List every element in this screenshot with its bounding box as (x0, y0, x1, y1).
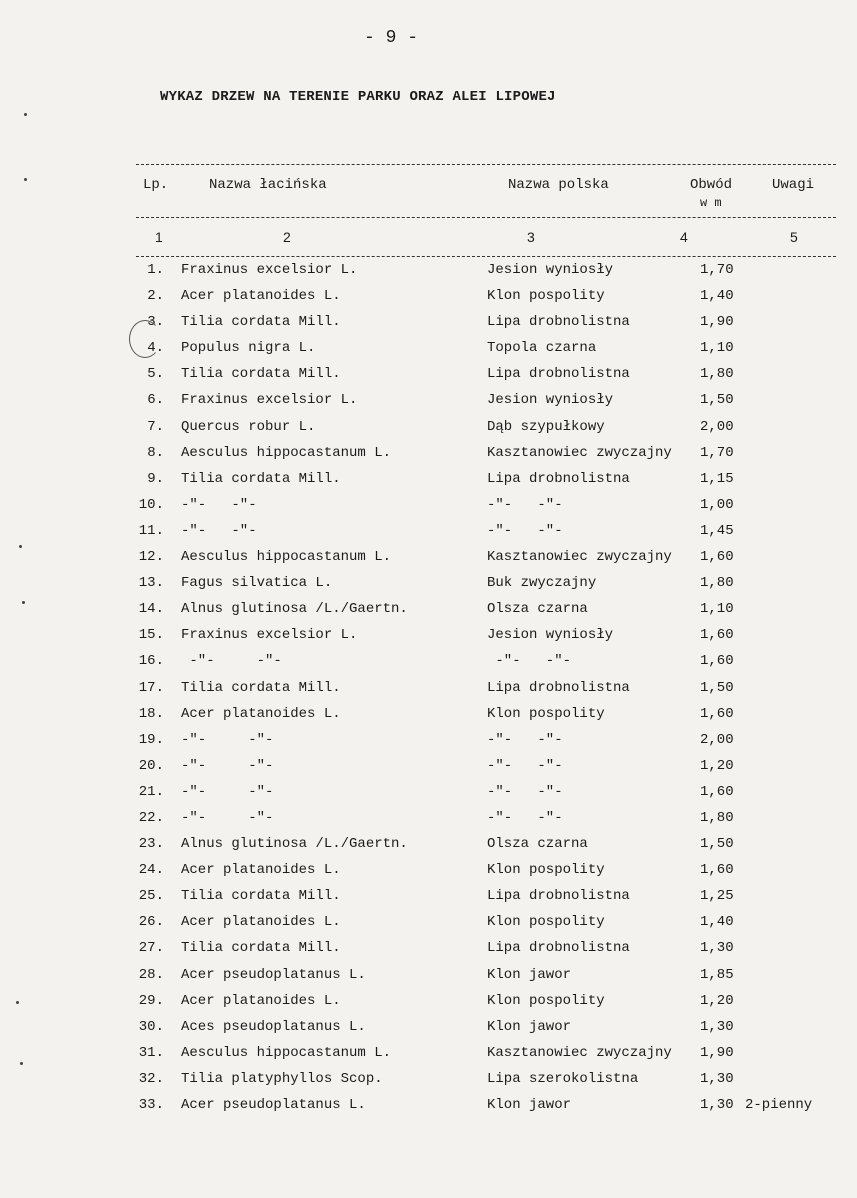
row-number: 6. (147, 392, 164, 409)
row-number: 12. (138, 549, 164, 566)
polish-name: Lipa drobnolistna (487, 888, 630, 905)
polish-name: Jesion wyniosły (487, 262, 614, 278)
page-title: WYKAZ DRZEW NA TERENIE PARKU ORAZ ALEI LIPOWEJ (160, 89, 556, 105)
circumference-value: 1,50 (700, 836, 734, 853)
polish-name: Kasztanowiec zwyczajny (487, 1044, 672, 1061)
polish-name: Jesion wyniosły (487, 392, 614, 409)
row-number: 24. (138, 862, 164, 879)
latin-name: Acer platanoides L. (181, 914, 341, 931)
circumference-value: 1,60 (700, 862, 734, 879)
page-number: - 9 - (364, 28, 419, 48)
polish-name: Klon jawor (487, 1018, 572, 1035)
table-row (0, 862, 857, 888)
table-row (0, 810, 857, 836)
handwritten-circle-mark (129, 320, 161, 358)
latin-name: Aesculus hippocastanum L. (181, 1044, 392, 1061)
row-number: 11. (138, 522, 164, 539)
polish-name: Klon pospolity (487, 288, 605, 305)
circumference-value: 1,40 (700, 914, 734, 931)
polish-name: Dąb szypułkowy (487, 418, 605, 435)
latin-name: Acer platanoides L. (181, 705, 341, 722)
table-row (0, 1097, 857, 1123)
row-number: 20. (138, 757, 164, 774)
latin-name: Fraxinus excelsior L. (181, 262, 358, 278)
row-number: 5. (147, 366, 164, 383)
latin-name: Fraxinus excelsior L. (181, 627, 358, 644)
polish-name: Kasztanowiec zwyczajny (487, 549, 672, 566)
table-row (0, 967, 857, 993)
circumference-value: 1,10 (700, 340, 734, 357)
row-number: 14. (138, 601, 164, 618)
circumference-value: 1,30 (700, 1018, 734, 1035)
polish-name: Klon jawor (487, 966, 572, 983)
header-unit: w m (700, 196, 722, 210)
column-number-2: 2 (283, 229, 291, 245)
polish-name: Klon pospolity (487, 705, 605, 722)
row-number: 29. (138, 992, 164, 1009)
latin-name: Tilia cordata Mill. (181, 940, 341, 957)
latin-name: Acer platanoides L. (181, 992, 341, 1009)
circumference-value: 1,15 (700, 470, 734, 487)
tree-list (0, 262, 857, 1123)
table-row (0, 1045, 857, 1071)
table-row (0, 366, 857, 392)
latin-name: -"- -"- (181, 731, 274, 748)
header-notes: Uwagi (772, 177, 815, 193)
scan-speck (20, 1062, 23, 1065)
scan-speck (24, 113, 27, 116)
row-number: 27. (138, 940, 164, 957)
polish-name: Lipa drobnolistna (487, 314, 630, 331)
column-number-3: 3 (527, 229, 535, 245)
latin-name: Tilia platyphyllos Scop. (181, 1070, 383, 1087)
circumference-value: 1,50 (700, 392, 734, 409)
circumference-value: 1,60 (700, 549, 734, 566)
latin-name: Quercus robur L. (181, 418, 316, 435)
circumference-value: 1,00 (700, 496, 734, 513)
polish-name: Buk zwyczajny (487, 575, 597, 592)
latin-name: -"- -"- (181, 757, 274, 774)
latin-name: Aces pseudoplatanus L. (181, 1018, 366, 1035)
row-number: 15. (138, 627, 164, 644)
column-number-4: 4 (680, 229, 688, 245)
table-row (0, 836, 857, 862)
circumference-value: 1,60 (700, 783, 734, 800)
table-row (0, 392, 857, 418)
table-row (0, 549, 857, 575)
latin-name: -"- -"- (181, 653, 282, 670)
table-row (0, 497, 857, 523)
row-number: 33. (138, 1097, 164, 1113)
latin-name: Tilia cordata Mill. (181, 470, 341, 487)
polish-name: -"- -"- (487, 757, 563, 774)
notes-value: 2-pienny (745, 1097, 813, 1113)
circumference-value: 1,80 (700, 366, 734, 383)
row-number: 19. (138, 731, 164, 748)
row-number: 13. (138, 575, 164, 592)
polish-name: Klon pospolity (487, 992, 605, 1009)
latin-name: Acer platanoides L. (181, 862, 341, 879)
header-circumference: Obwód (690, 177, 733, 193)
latin-name: Aesculus hippocastanum L. (181, 549, 392, 566)
circumference-value: 2,00 (700, 418, 734, 435)
table-row (0, 262, 857, 288)
circumference-value: 1,10 (700, 601, 734, 618)
circumference-value: 1,90 (700, 314, 734, 331)
row-number: 21. (138, 783, 164, 800)
polish-name: -"- -"- (487, 783, 563, 800)
polish-name: Klon jawor (487, 1097, 572, 1113)
row-number: 17. (138, 679, 164, 696)
latin-name: Acer platanoides L. (181, 288, 341, 305)
row-number: 28. (138, 966, 164, 983)
row-number: 8. (147, 444, 164, 461)
latin-name: Populus nigra L. (181, 340, 316, 357)
table-row (0, 914, 857, 940)
polish-name: Lipa drobnolistna (487, 366, 630, 383)
table-row (0, 419, 857, 445)
table-row (0, 653, 857, 679)
table-row (0, 758, 857, 784)
circumference-value: 1,30 (700, 940, 734, 957)
latin-name: Tilia cordata Mill. (181, 679, 341, 696)
table-row (0, 784, 857, 810)
polish-name: Lipa drobnolistna (487, 940, 630, 957)
row-number: 30. (138, 1018, 164, 1035)
circumference-value: 1,80 (700, 575, 734, 592)
table-top-rule (136, 164, 836, 165)
header-lp: Lp. (143, 177, 169, 193)
row-number: 26. (138, 914, 164, 931)
latin-name: Tilia cordata Mill. (181, 888, 341, 905)
polish-name: Lipa drobnolistna (487, 679, 630, 696)
latin-name: -"- -"- (181, 496, 257, 513)
latin-name: Fagus silvatica L. (181, 575, 333, 592)
polish-name: Olsza czarna (487, 601, 588, 618)
circumference-value: 1,20 (700, 757, 734, 774)
polish-name: Klon pospolity (487, 862, 605, 879)
scan-speck (22, 601, 25, 604)
scan-speck (24, 178, 27, 181)
polish-name: -"- -"- (487, 653, 572, 670)
latin-name: Aesculus hippocastanum L. (181, 444, 392, 461)
column-number-1: 1 (155, 229, 163, 245)
circumference-value: 1,45 (700, 522, 734, 539)
table-row (0, 1019, 857, 1045)
latin-name: Alnus glutinosa /L./Gaertn. (181, 601, 408, 618)
table-row (0, 445, 857, 471)
circumference-value: 1,60 (700, 653, 734, 670)
latin-name: -"- -"- (181, 783, 274, 800)
latin-name: Alnus glutinosa /L./Gaertn. (181, 836, 408, 853)
polish-name: -"- -"- (487, 496, 563, 513)
table-row (0, 993, 857, 1019)
polish-name: -"- -"- (487, 809, 563, 826)
row-number: 7. (147, 418, 164, 435)
polish-name: -"- -"- (487, 522, 563, 539)
polish-name: Lipa drobnolistna (487, 470, 630, 487)
header-latin-name: Nazwa łacińska (209, 177, 327, 193)
circumference-value: 1,70 (700, 444, 734, 461)
row-number: 25. (138, 888, 164, 905)
circumference-value: 1,50 (700, 679, 734, 696)
circumference-value: 1,25 (700, 888, 734, 905)
circumference-value: 1,90 (700, 1044, 734, 1061)
latin-name: Acer pseudoplatanus L. (181, 1097, 366, 1113)
latin-name: Acer pseudoplatanus L. (181, 966, 366, 983)
row-number: 9. (147, 470, 164, 487)
table-row (0, 888, 857, 914)
column-number-rule (136, 256, 836, 257)
row-number: 16. (138, 653, 164, 670)
circumference-value: 1,60 (700, 705, 734, 722)
latin-name: -"- -"- (181, 522, 257, 539)
table-row (0, 601, 857, 627)
scan-speck (19, 545, 22, 548)
row-number: 3. (147, 314, 164, 331)
row-number: 31. (138, 1044, 164, 1061)
row-number: 32. (138, 1070, 164, 1087)
polish-name: Kasztanowiec zwyczajny (487, 444, 672, 461)
header-rule (136, 217, 836, 218)
polish-name: Olsza czarna (487, 836, 588, 853)
table-row (0, 940, 857, 966)
polish-name: -"- -"- (487, 731, 563, 748)
latin-name: Tilia cordata Mill. (181, 314, 341, 331)
table-row (0, 1071, 857, 1097)
polish-name: Jesion wyniosły (487, 627, 614, 644)
polish-name: Lipa szerokolistna (487, 1070, 639, 1087)
table-row (0, 471, 857, 497)
circumference-value: 1,20 (700, 992, 734, 1009)
scan-speck (16, 1001, 19, 1004)
circumference-value: 1,70 (700, 262, 734, 278)
column-number-5: 5 (790, 229, 798, 245)
circumference-value: 2,00 (700, 731, 734, 748)
table-row (0, 706, 857, 732)
row-number: 22. (138, 809, 164, 826)
row-number: 18. (138, 705, 164, 722)
circumference-value: 1,30 (700, 1097, 734, 1113)
latin-name: -"- -"- (181, 809, 274, 826)
table-row (0, 627, 857, 653)
table-row (0, 288, 857, 314)
circumference-value: 1,40 (700, 288, 734, 305)
table-row (0, 575, 857, 601)
latin-name: Tilia cordata Mill. (181, 366, 341, 383)
row-number: 1. (147, 262, 164, 278)
latin-name: Fraxinus excelsior L. (181, 392, 358, 409)
row-number: 23. (138, 836, 164, 853)
header-polish-name: Nazwa polska (508, 177, 609, 193)
row-number: 2. (147, 288, 164, 305)
circumference-value: 1,30 (700, 1070, 734, 1087)
table-row (0, 680, 857, 706)
row-number: 10. (138, 496, 164, 513)
polish-name: Topola czarna (487, 340, 597, 357)
circumference-value: 1,60 (700, 627, 734, 644)
table-row (0, 340, 857, 366)
circumference-value: 1,85 (700, 966, 734, 983)
table-row (0, 523, 857, 549)
row-number: 4. (147, 340, 164, 357)
table-row (0, 732, 857, 758)
polish-name: Klon pospolity (487, 914, 605, 931)
circumference-value: 1,80 (700, 809, 734, 826)
